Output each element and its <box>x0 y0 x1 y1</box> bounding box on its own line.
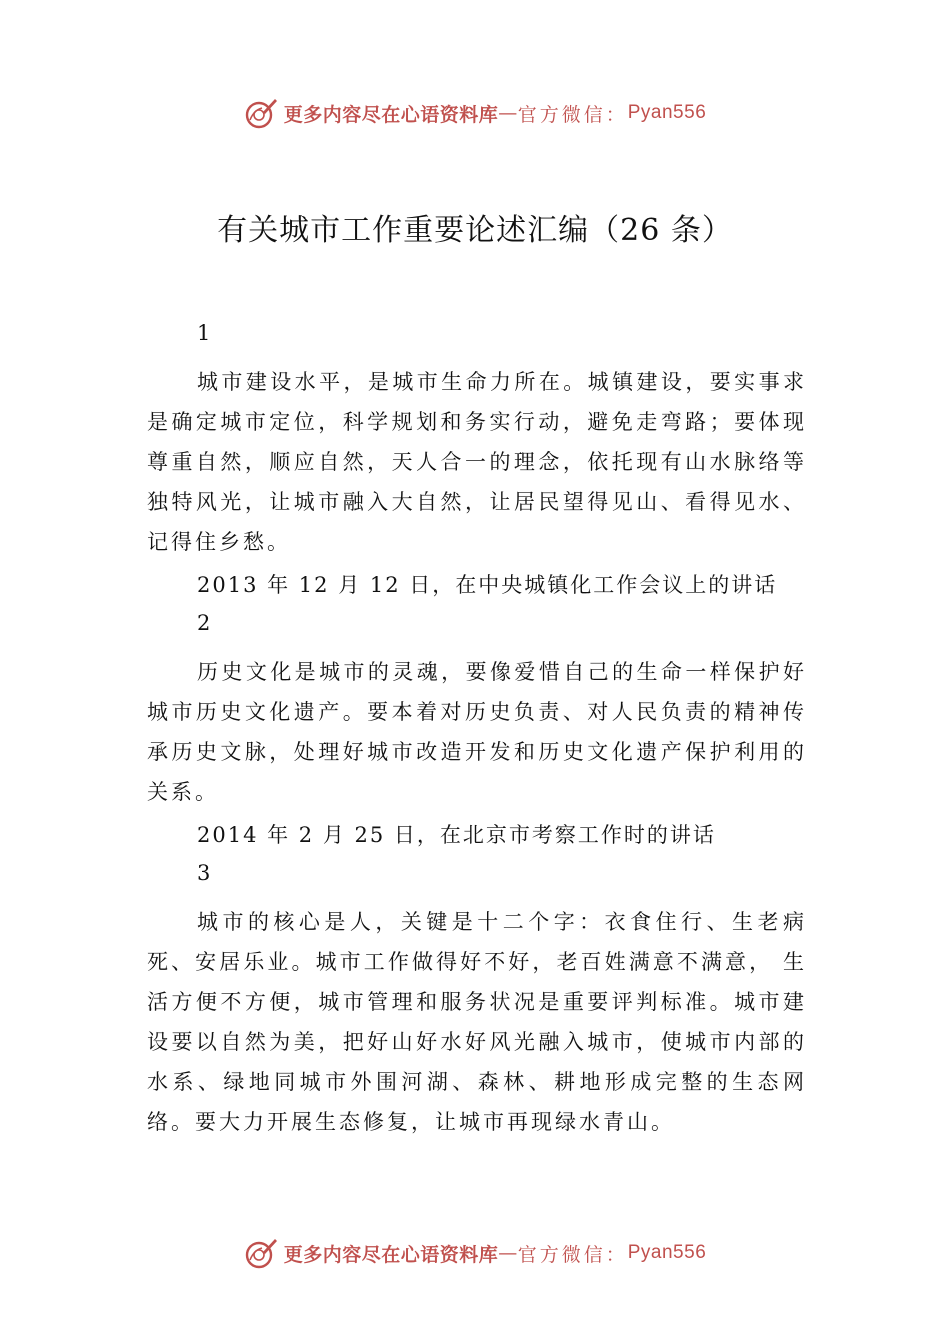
watermark-dash: — <box>498 1242 518 1264</box>
section-paragraph: 历史文化是城市的灵魂，要像爱惜自己的生命一样保护好城市历史文化遗产。要本着对历史负责、对人民负责的精神传承历史文脉，处理好城市改造开发和历史文化遗产保护利用的关系。 <box>147 660 807 804</box>
section-number: 2 <box>197 611 211 635</box>
document-title: 有关城市工作重要论述汇编（26 条） <box>217 213 733 248</box>
document-body <box>147 318 807 1142</box>
watermark-id: Pyan556 <box>627 1242 707 1263</box>
section-paragraph: 城市建设水平，是城市生命力所在。城镇建设，要实事求是确定城市定位，科学规划和务实行动，避免走弯路；要体现尊重自然，顺应自然，天人合一的理念，依托现有山水脉络等独特风光，让城市融入大自然，让居民望得见山、看得见水、记得住乡愁。 <box>147 370 807 554</box>
watermark-id: Pyan556 <box>627 102 707 123</box>
watermark-footer <box>0 1236 950 1270</box>
section-1 <box>147 318 807 604</box>
section-source: 2014 年 2 月 25 日，在北京市考察工作时的讲话 <box>197 823 716 847</box>
section-number: 1 <box>197 321 211 345</box>
watermark-header <box>0 96 950 130</box>
section-3 <box>147 858 807 1142</box>
section-paragraph: 城市的核心是人，关键是十二个字：衣食住行、生老病死、安居乐业。城市工作做得好不好，老百姓满意不满意， 生活方便不方便，城市管理和服务状况是重要评判标准。城市建设要以自然为美，把好山好水好风光融入城市，使城市内部的水系、绿地同城市外围河湖、森林、耕地形成完整的生态网络。要大力开展生态修复，让城市再现绿水青山。 <box>147 910 807 1134</box>
watermark-label: 官方微信： <box>517 103 628 126</box>
pen-logo-icon <box>244 96 278 130</box>
watermark-main-text: 更多内容尽在心语资料库 <box>283 103 499 126</box>
pen-logo-icon <box>244 1236 278 1270</box>
section-source: 2013 年 12 月 12 日，在中央城镇化工作会议上的讲话 <box>197 573 778 597</box>
watermark-main-text: 更多内容尽在心语资料库 <box>283 1243 499 1266</box>
watermark-label: 官方微信： <box>517 1243 628 1266</box>
section-2 <box>147 608 807 854</box>
watermark-dash: — <box>498 102 518 124</box>
section-number: 3 <box>197 861 211 885</box>
